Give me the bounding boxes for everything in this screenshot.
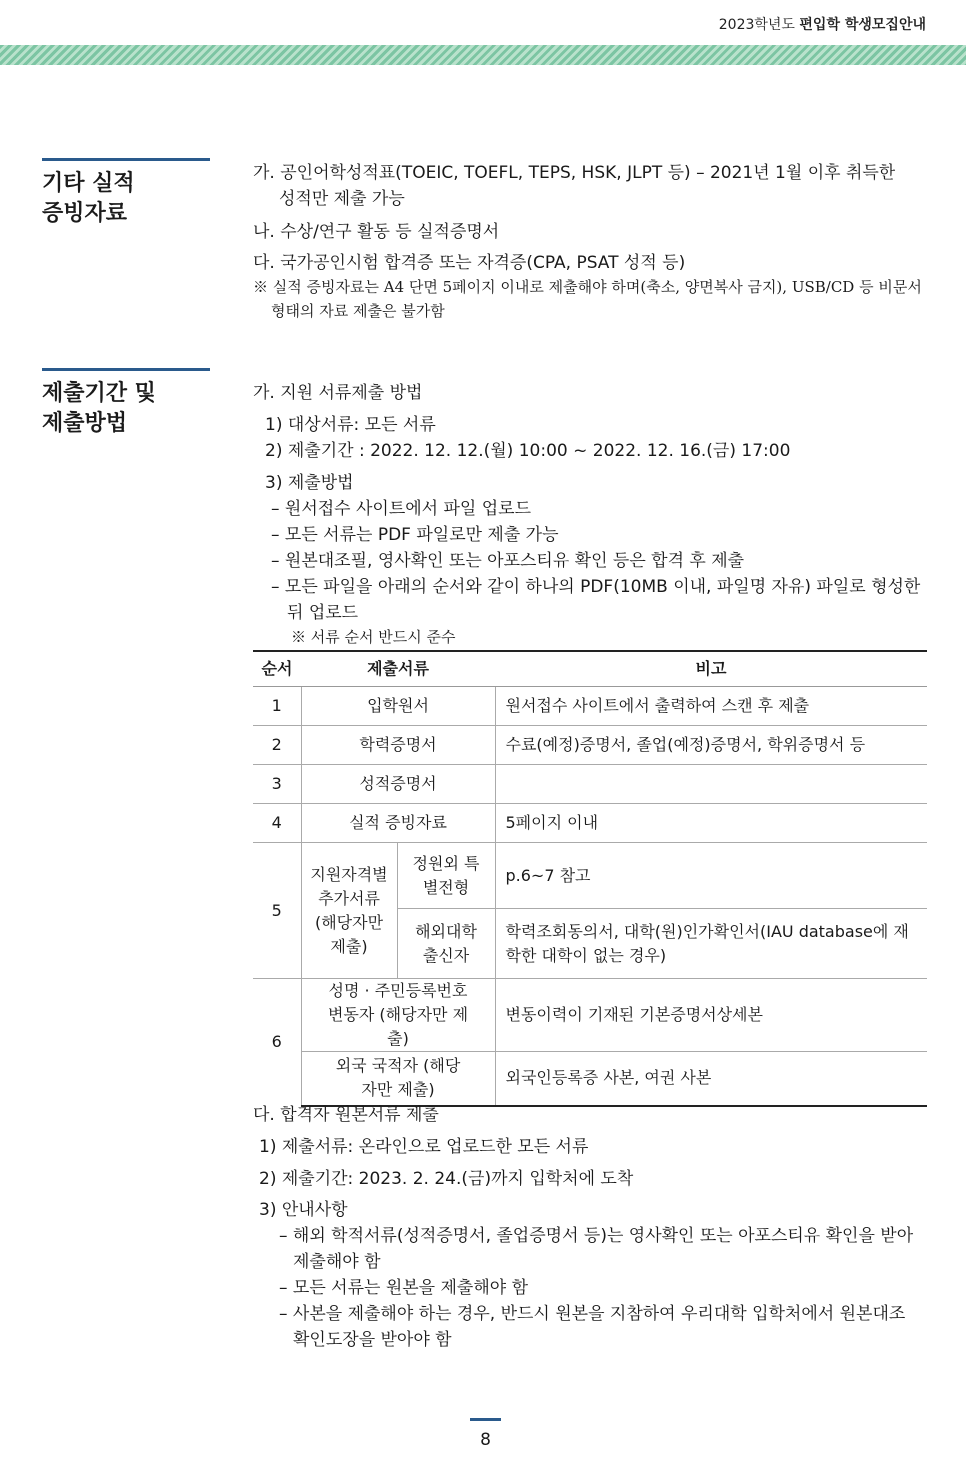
section-title-line: 기타 실적 <box>42 171 135 196</box>
section-title-line: 증빙자료 <box>42 201 128 226</box>
evidence-note-cont: 형태의 자료 제출은 불가함 <box>271 302 445 320</box>
table-cell: 외국 국적자 (해당자만 제출) <box>301 1052 495 1106</box>
originals-subitem: – 사본을 제출해야 하는 경우, 반드시 원본을 지참하여 우리대학 입학처에서 원본대조 <box>279 1304 906 1324</box>
page-number: 8 <box>480 1430 491 1450</box>
table-row <box>253 979 927 1052</box>
originals-subitem-cont: 확인도장을 받아야 함 <box>293 1330 452 1350</box>
table-header: 제출서류 <box>301 651 495 687</box>
page-header <box>719 14 926 34</box>
submission-heading: 가. 지원 서류제출 방법 <box>253 383 423 403</box>
evidence-item-c: 다. 국가공인시험 합격증 또는 자격증(CPA, PSAT 성적 등) <box>253 253 686 273</box>
table-cell: 5페이지 이내 <box>495 804 927 843</box>
table-cell: 학력증명서 <box>301 726 495 765</box>
table-header: 순서 <box>253 651 301 687</box>
table-cell: 실적 증빙자료 <box>301 804 495 843</box>
table-cell: 변동이력이 기재된 기본증명서상세본 <box>495 979 927 1052</box>
evidence-note: ※ 실적 증빙자료는 A4 단면 5페이지 이내로 제출해야 하며(축소, 양면복사 금지), USB/CD 등 비문서 <box>253 278 922 296</box>
table-cell: 5 <box>253 843 301 979</box>
table-row <box>253 765 927 804</box>
originals-subitem-cont: 제출해야 함 <box>293 1252 381 1272</box>
evidence-item-a-cont: 성적만 제출 가능 <box>279 189 405 209</box>
submission-note: ※ 서류 순서 반드시 준수 <box>291 628 456 646</box>
originals-item: 2) 제출기간: 2023. 2. 24.(금)까지 입학처에 도착 <box>259 1169 634 1189</box>
table-row <box>253 804 927 843</box>
submission-subitem: – 원서접수 사이트에서 파일 업로드 <box>271 499 532 519</box>
table-cell: 1 <box>253 687 301 726</box>
submission-subitem: – 원본대조필, 영사확인 또는 아포스티유 확인 등은 합격 후 제출 <box>271 551 745 571</box>
table-cell: 수료(예정)증명서, 졸업(예정)증명서, 학위증명서 등 <box>495 726 927 765</box>
table-cell: 해외대학 출신자 <box>397 909 495 979</box>
originals-item: 3) 안내사항 <box>259 1200 348 1220</box>
header-year: 2023학년도 <box>718 17 800 33</box>
section-title-line: 제출방법 <box>42 411 128 436</box>
table-cell: p.6~7 참고 <box>495 843 927 909</box>
table-header: 비고 <box>495 651 927 687</box>
table-cell: 외국인등록증 사본, 여권 사본 <box>495 1052 927 1106</box>
page-number-bar <box>470 1418 501 1421</box>
originals-item: 1) 제출서류: 온라인으로 업로드한 모든 서류 <box>259 1137 589 1157</box>
table-row <box>253 843 927 909</box>
table-cell: 6 <box>253 979 301 1106</box>
table-cell: 학력조회동의서, 대학(원)인가확인서(IAU database에 재학한 대학이 없는 경우) <box>495 909 927 979</box>
table-cell: 입학원서 <box>301 687 495 726</box>
submission-subitem-cont: 뒤 업로드 <box>287 603 359 623</box>
table-header-row <box>253 651 927 687</box>
submission-item: 3) 제출방법 <box>265 473 354 493</box>
table-cell: 4 <box>253 804 301 843</box>
header-title: 편입학 학생모집안내 <box>799 17 926 33</box>
table-row <box>253 726 927 765</box>
document-order-table <box>253 650 927 1107</box>
table-row <box>253 687 927 726</box>
submission-subitem: – 모든 파일을 아래의 순서와 같이 하나의 PDF(10MB 이내, 파일명 자유) 파일로 형성한 <box>271 577 921 597</box>
originals-heading: 다. 합격자 원본서류 제출 <box>253 1105 439 1125</box>
table-cell: 3 <box>253 765 301 804</box>
originals-subitem: – 모든 서류는 원본을 제출해야 함 <box>279 1278 529 1298</box>
table-cell: 성적증명서 <box>301 765 495 804</box>
evidence-item-b: 나. 수상/연구 활동 등 실적증명서 <box>253 222 500 242</box>
header-stripe <box>0 45 966 65</box>
table-row <box>253 1052 927 1106</box>
submission-item: 1) 대상서류: 모든 서류 <box>265 415 436 435</box>
table-cell: 성명 · 주민등록번호 변동자 (해당자만 제출) <box>301 979 495 1052</box>
submission-item: 2) 제출기간 : 2022. 12. 12.(월) 10:00 ~ 2022. 12. 16.(금) 17:00 <box>265 441 791 461</box>
originals-subitem: – 해외 학적서류(성적증명서, 졸업증명서 등)는 영사확인 또는 아포스티유 확인을 받아 <box>279 1226 914 1246</box>
section-title-submission <box>42 368 210 439</box>
submission-subitem: – 모든 서류는 PDF 파일로만 제출 가능 <box>271 525 559 545</box>
table-cell: 지원자격별 추가서류 (해당자만 제출) <box>301 843 397 979</box>
section-title-evidence <box>42 158 210 229</box>
table-cell <box>495 765 927 804</box>
table-cell: 2 <box>253 726 301 765</box>
table-cell: 정원외 특별전형 <box>397 843 495 909</box>
section-title-line: 제출기간 및 <box>42 381 156 406</box>
table-cell: 원서접수 사이트에서 출력하여 스캔 후 제출 <box>495 687 927 726</box>
evidence-item-a: 가. 공인어학성적표(TOEIC, TOEFL, TEPS, HSK, JLPT 등) – 2021년 1월 이후 취득한 <box>253 163 896 183</box>
